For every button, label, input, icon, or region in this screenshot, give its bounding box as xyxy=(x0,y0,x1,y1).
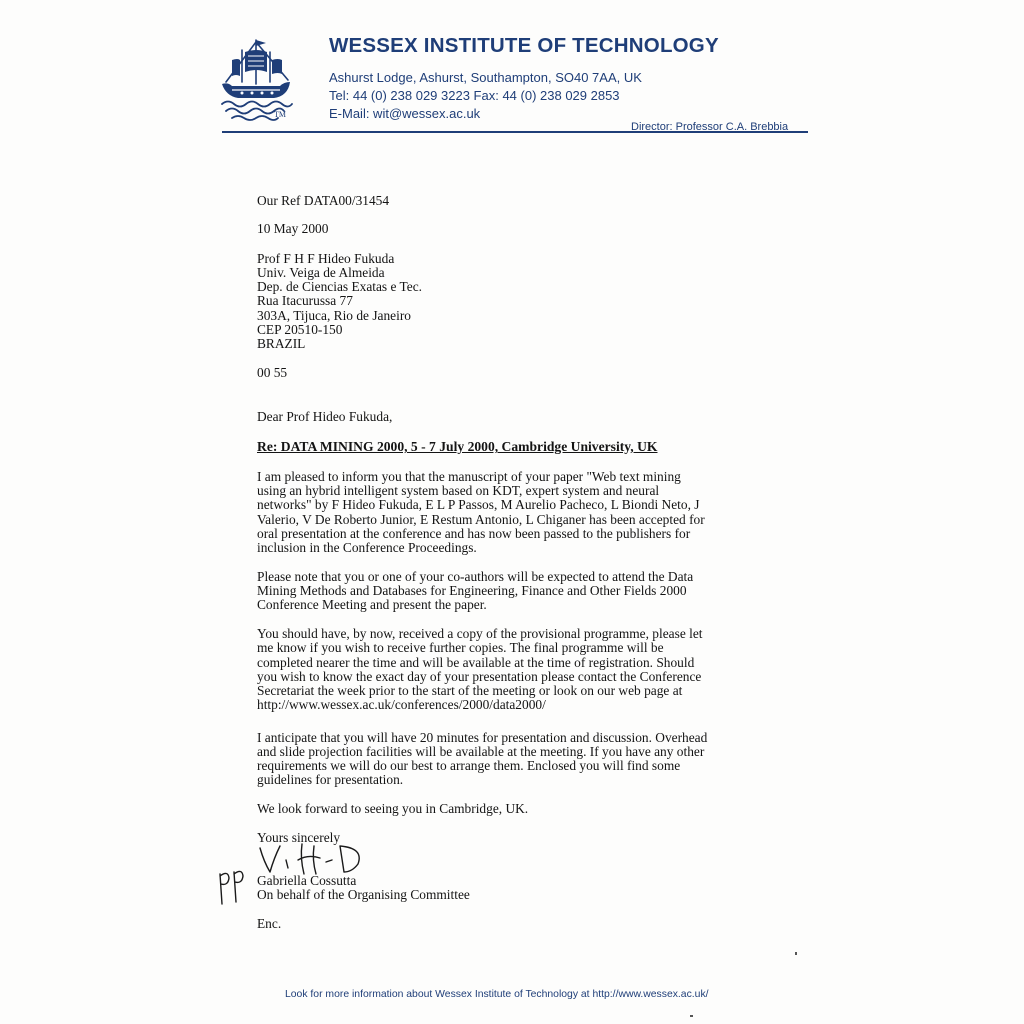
salutation: Dear Prof Hideo Fukuda, xyxy=(257,409,393,424)
recipient-line: Rua Itacurussa 77 xyxy=(257,293,353,308)
recipient-line: BRAZIL xyxy=(257,336,306,351)
reference-code: 00 55 xyxy=(257,365,288,380)
paragraph-line: using an hybrid intelligent system based on KDT, expert system and neural xyxy=(257,483,660,498)
subject-line: Re: DATA MINING 2000, 5 - 7 July 2000, Cambridge University, UK xyxy=(257,439,658,454)
paragraph-line: and slide projection facilities will be available at the meeting. If you have any other xyxy=(257,744,705,759)
paragraph-line: me know if you wish to receive further copies. The final programme will be xyxy=(257,640,664,655)
paragraph-closing-remark: We look forward to seeing you in Cambridge, UK. xyxy=(257,801,529,816)
paragraph-line: Mining Methods and Databases for Engineering, Finance and Other Fields 2000 xyxy=(257,583,687,598)
paragraph-line: oral presentation at the conference and has now been passed to the publishers for xyxy=(257,526,691,541)
paragraph-line: http://www.wessex.ac.uk/conferences/2000/data2000/ xyxy=(257,697,546,712)
paragraph-line: guidelines for presentation. xyxy=(257,772,404,787)
footer-info: Look for more information about Wessex Institute of Technology at http://www.wessex.ac.uk/ xyxy=(285,989,709,1000)
recipient-line: Dep. de Ciencias Exatas e Tec. xyxy=(257,279,423,294)
paragraph-line: I am pleased to inform you that the manuscript of your paper "Web text mining xyxy=(257,469,681,484)
letter-date: 10 May 2000 xyxy=(257,221,329,236)
scan-mark xyxy=(795,952,797,955)
paragraph-line: Secretariat the week prior to the start of the meeting or look on our web page at xyxy=(257,683,683,698)
enclosure-note: Enc. xyxy=(257,916,282,931)
recipient-line: 303A, Tijuca, Rio de Janeiro xyxy=(257,308,411,323)
our-reference: Our Ref DATA00/31454 xyxy=(257,193,390,208)
paragraph-line: I anticipate that you will have 20 minutes for presentation and discussion. Overhead xyxy=(257,730,708,745)
paragraph-line: Valerio, V De Roberto Junior, E Restum Antonio, L Chiganer has been accepted for xyxy=(257,512,705,527)
paragraph-line: networks" by F Hideo Fukuda, E L P Passos, M Aurelio Pacheco, L Biondi Neto, J xyxy=(257,497,700,512)
closing: Yours sincerely xyxy=(257,830,341,845)
signatory-role: On behalf of the Organising Committee xyxy=(257,887,470,902)
email-line: E-Mail: wit@wessex.ac.uk xyxy=(329,106,481,121)
paragraph-line: You should have, by now, received a copy of the provisional programme, please let xyxy=(257,626,703,641)
recipient-line: CEP 20510-150 xyxy=(257,322,343,337)
scan-mark xyxy=(690,1015,693,1017)
signatory-name: Gabriella Cossutta xyxy=(257,873,357,888)
recipient-line: Univ. Veiga de Almeida xyxy=(257,265,385,280)
address-line: Ashurst Lodge, Ashurst, Southampton, SO40 7AA, UK xyxy=(329,70,642,85)
paragraph-line: inclusion in the Conference Proceedings. xyxy=(257,540,477,555)
paragraph-line: requirements we will do our best to arrange them. Enclosed you will find some xyxy=(257,758,681,773)
paragraph-line: Conference Meeting and present the paper. xyxy=(257,597,487,612)
paragraph-line: Please note that you or one of your co-authors will be expected to attend the Data xyxy=(257,569,694,584)
recipient-line: Prof F H F Hideo Fukuda xyxy=(257,251,395,266)
paragraph-line: completed nearer the time and will be available at the time of registration. Should xyxy=(257,655,695,670)
tel-fax-line: Tel: 44 (0) 238 029 3223 Fax: 44 (0) 238 029 2853 xyxy=(329,88,620,103)
paragraph-line: you wish to know the exact day of your presentation please contact the Conference xyxy=(257,669,702,684)
organisation-name: WESSEX INSTITUTE OF TECHNOLOGY xyxy=(329,34,719,57)
trademark-mark: TM xyxy=(274,110,286,119)
director-line: Director: Professor C.A. Brebbia xyxy=(631,121,789,133)
